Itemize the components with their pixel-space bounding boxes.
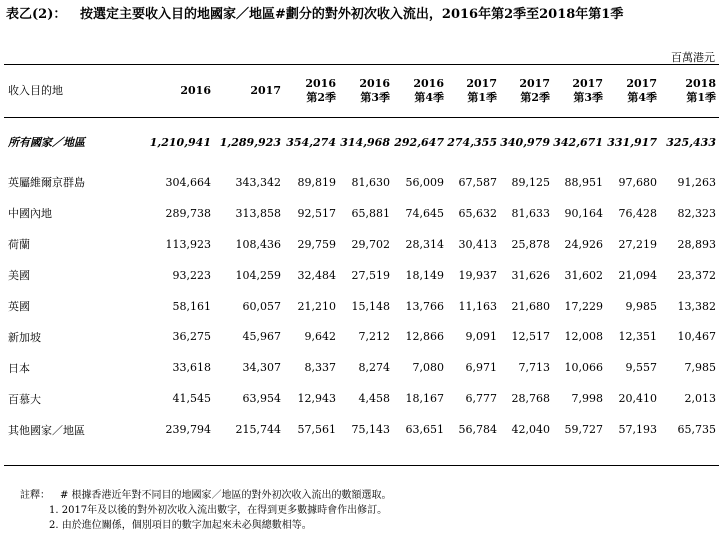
table-cell: 82,323	[677, 206, 716, 220]
table-row	[4, 291, 719, 322]
table-cell: 31,626	[511, 268, 550, 282]
table-cell: 65,881	[351, 206, 390, 220]
column-year: 2016	[359, 77, 390, 90]
table-cell: 89,819	[297, 175, 336, 189]
column-quarter: 第1季	[686, 91, 716, 104]
table-cell: 9,985	[625, 299, 657, 313]
row-label: 荷蘭	[8, 238, 30, 252]
column-year: 2017	[519, 77, 550, 90]
table-cell: 12,008	[564, 330, 603, 344]
table-cell: 31,602	[564, 268, 603, 282]
table-cell: 41,545	[172, 392, 211, 406]
total-cell: 342,671	[553, 135, 603, 149]
table-cell: 19,937	[458, 268, 497, 282]
column-header	[339, 65, 393, 117]
table-cell: 7,212	[358, 330, 390, 344]
total-cell: 274,355	[447, 135, 497, 149]
table-cell: 7,713	[518, 361, 550, 375]
column-quarter: 第2季	[520, 91, 550, 104]
table-cell: 313,858	[235, 206, 281, 220]
note-line-1: 1. 2017年及以後的對外初次收入流出數字，在得到更多數據時會作出修訂。	[49, 505, 388, 516]
data-table	[4, 65, 719, 445]
column-quarter: 第3季	[360, 91, 390, 104]
table-number: 表乙(2)：	[6, 7, 67, 22]
table-cell: 30,413	[458, 237, 497, 251]
row-label: 中國內地	[8, 207, 52, 221]
table-cell: 56,009	[405, 175, 444, 189]
table-row	[4, 321, 719, 352]
table-cell: 45,967	[242, 330, 281, 344]
column-quarter: 第2季	[306, 91, 336, 104]
column-quarter: 第4季	[414, 91, 444, 104]
table-cell: 7,998	[571, 392, 603, 406]
row-label: 美國	[8, 269, 30, 283]
column-header	[553, 65, 606, 117]
column-year: 2017	[466, 77, 497, 90]
column-header	[214, 65, 284, 117]
table-cell: 63,651	[405, 423, 444, 437]
table-cell: 239,794	[165, 423, 211, 437]
table-cell: 97,680	[618, 175, 657, 189]
table-cell: 81,630	[351, 175, 390, 189]
note-line-2: 2. 由於進位關係，個別項目的數字加起來未必與總數相等。	[49, 520, 312, 531]
table-cell: 67,587	[458, 175, 497, 189]
table-cell: 89,125	[511, 175, 550, 189]
table-cell: 81,633	[511, 206, 550, 220]
table-cell: 12,517	[511, 330, 550, 344]
column-year: 2016	[413, 77, 444, 90]
table-cell: 28,768	[511, 392, 550, 406]
table-cell: 13,766	[405, 299, 444, 313]
table-cell: 17,229	[564, 299, 603, 313]
column-year: 2017	[626, 77, 657, 90]
table-cell: 13,382	[677, 299, 716, 313]
table-row	[4, 414, 719, 445]
row-header: 收入目的地	[8, 84, 63, 97]
table-cell: 25,878	[511, 237, 550, 251]
column-header	[500, 65, 553, 117]
table-cell: 18,167	[405, 392, 444, 406]
row-label: 日本	[8, 361, 30, 375]
table-cell: 2,013	[684, 392, 716, 406]
table-cell: 28,893	[677, 237, 716, 251]
table-cell: 10,066	[564, 361, 603, 375]
column-header	[393, 65, 447, 117]
column-quarter: 第1季	[467, 91, 497, 104]
table-cell: 10,467	[677, 330, 716, 344]
total-cell: 354,274	[286, 135, 336, 149]
row-label: 新加坡	[8, 330, 41, 344]
table-cell: 9,557	[625, 361, 657, 375]
row-label: 其他國家／地區	[8, 423, 85, 437]
table-cell: 6,777	[465, 392, 497, 406]
table-cell: 7,985	[684, 361, 716, 375]
table-cell: 9,091	[465, 330, 497, 344]
table-row	[4, 260, 719, 291]
notes	[20, 488, 392, 533]
table-cell: 15,148	[351, 299, 390, 313]
column-year: 2016	[180, 84, 211, 97]
table-cell: 289,738	[165, 206, 211, 220]
table-title-text: 按選定主要收入目的地國家／地區#劃分的對外初次收入流出，2016年第2季至2018年第1季	[80, 7, 624, 22]
table-cell: 58,161	[172, 299, 211, 313]
total-cell: 292,647	[394, 135, 444, 149]
table-cell: 8,337	[304, 361, 336, 375]
table-row	[4, 167, 719, 198]
table-cell: 104,259	[235, 268, 281, 282]
column-year: 2018	[685, 77, 716, 90]
total-row	[4, 129, 719, 155]
table-title	[6, 3, 623, 22]
table-cell: 21,680	[511, 299, 550, 313]
table-cell: 90,164	[564, 206, 603, 220]
table-cell: 29,759	[297, 237, 336, 251]
table-cell: 20,410	[618, 392, 657, 406]
note-text: # 根據香港近年對不同目的地國家／地區的對外初次收入流出的數額選取。	[60, 490, 392, 501]
column-year: 2017	[572, 77, 603, 90]
table-cell: 18,149	[405, 268, 444, 282]
table-cell: 42,040	[511, 423, 550, 437]
column-header	[284, 65, 339, 117]
table-cell: 6,971	[465, 361, 497, 375]
column-header	[447, 65, 500, 117]
table-cell: 91,263	[677, 175, 716, 189]
table-cell: 12,943	[297, 392, 336, 406]
table-cell: 7,080	[412, 361, 444, 375]
table-cell: 63,954	[242, 392, 281, 406]
column-quarter: 第3季	[573, 91, 603, 104]
table-cell: 12,866	[405, 330, 444, 344]
table-cell: 34,307	[242, 361, 281, 375]
table-cell: 74,645	[405, 206, 444, 220]
column-quarter: 第4季	[627, 91, 657, 104]
total-cell: 331,917	[607, 135, 657, 149]
table-cell: 27,519	[351, 268, 390, 282]
column-header	[144, 65, 214, 117]
table-cell: 24,926	[564, 237, 603, 251]
table-cell: 21,210	[297, 299, 336, 313]
table-cell: 76,428	[618, 206, 657, 220]
table-cell: 108,436	[235, 237, 281, 251]
table-cell: 57,193	[618, 423, 657, 437]
spacer-row	[4, 155, 719, 167]
row-label: 英國	[8, 300, 30, 313]
total-cell: 340,979	[500, 135, 550, 149]
table-cell: 113,923	[165, 237, 211, 251]
note-line-0	[20, 488, 392, 503]
table-cell: 59,727	[564, 423, 603, 437]
total-cell: 1,289,923	[219, 135, 281, 149]
table-cell: 4,458	[358, 392, 390, 406]
table-cell: 92,517	[297, 206, 336, 220]
table-cell: 60,057	[242, 299, 281, 313]
column-year: 2016	[305, 77, 336, 90]
column-header	[660, 65, 719, 117]
table-row	[4, 198, 719, 229]
table-cell: 75,143	[351, 423, 390, 437]
table-row	[4, 383, 719, 414]
table-cell: 304,664	[165, 175, 211, 189]
notes-heading: 註釋：	[20, 490, 50, 501]
table-cell: 29,702	[351, 237, 390, 251]
unit-label: 百萬港元	[671, 51, 715, 64]
table-cell: 93,223	[172, 268, 211, 282]
table-cell: 65,632	[458, 206, 497, 220]
table-cell: 343,342	[235, 175, 281, 189]
total-cell: 314,968	[340, 135, 390, 149]
table-cell: 215,744	[235, 423, 281, 437]
table-cell: 56,784	[458, 423, 497, 437]
table-cell: 9,642	[304, 330, 336, 344]
spacer-row	[4, 117, 719, 129]
total-cell: 325,433	[666, 135, 716, 149]
table-row	[4, 229, 719, 260]
table-cell: 28,314	[405, 237, 444, 251]
table-cell: 57,561	[297, 423, 336, 437]
bottom-rule	[4, 465, 719, 466]
table-cell: 12,351	[618, 330, 657, 344]
row-label: 百慕大	[8, 392, 41, 406]
table-cell: 21,094	[618, 268, 657, 282]
column-year: 2017	[250, 84, 281, 97]
row-label: 英屬維爾京群島	[8, 176, 85, 190]
table-cell: 88,951	[564, 175, 603, 189]
table-row	[4, 352, 719, 383]
header-row	[4, 65, 719, 117]
total-label: 所有國家／地區	[8, 136, 85, 149]
table-cell: 11,163	[458, 299, 497, 313]
column-header	[606, 65, 660, 117]
table-cell: 33,618	[172, 361, 211, 375]
table-cell: 27,219	[618, 237, 657, 251]
table-cell: 8,274	[358, 361, 390, 375]
table-cell: 32,484	[297, 268, 336, 282]
total-cell: 1,210,941	[149, 135, 211, 149]
table-cell: 65,735	[677, 423, 716, 437]
table-cell: 23,372	[677, 268, 716, 282]
table-cell: 36,275	[172, 330, 211, 344]
